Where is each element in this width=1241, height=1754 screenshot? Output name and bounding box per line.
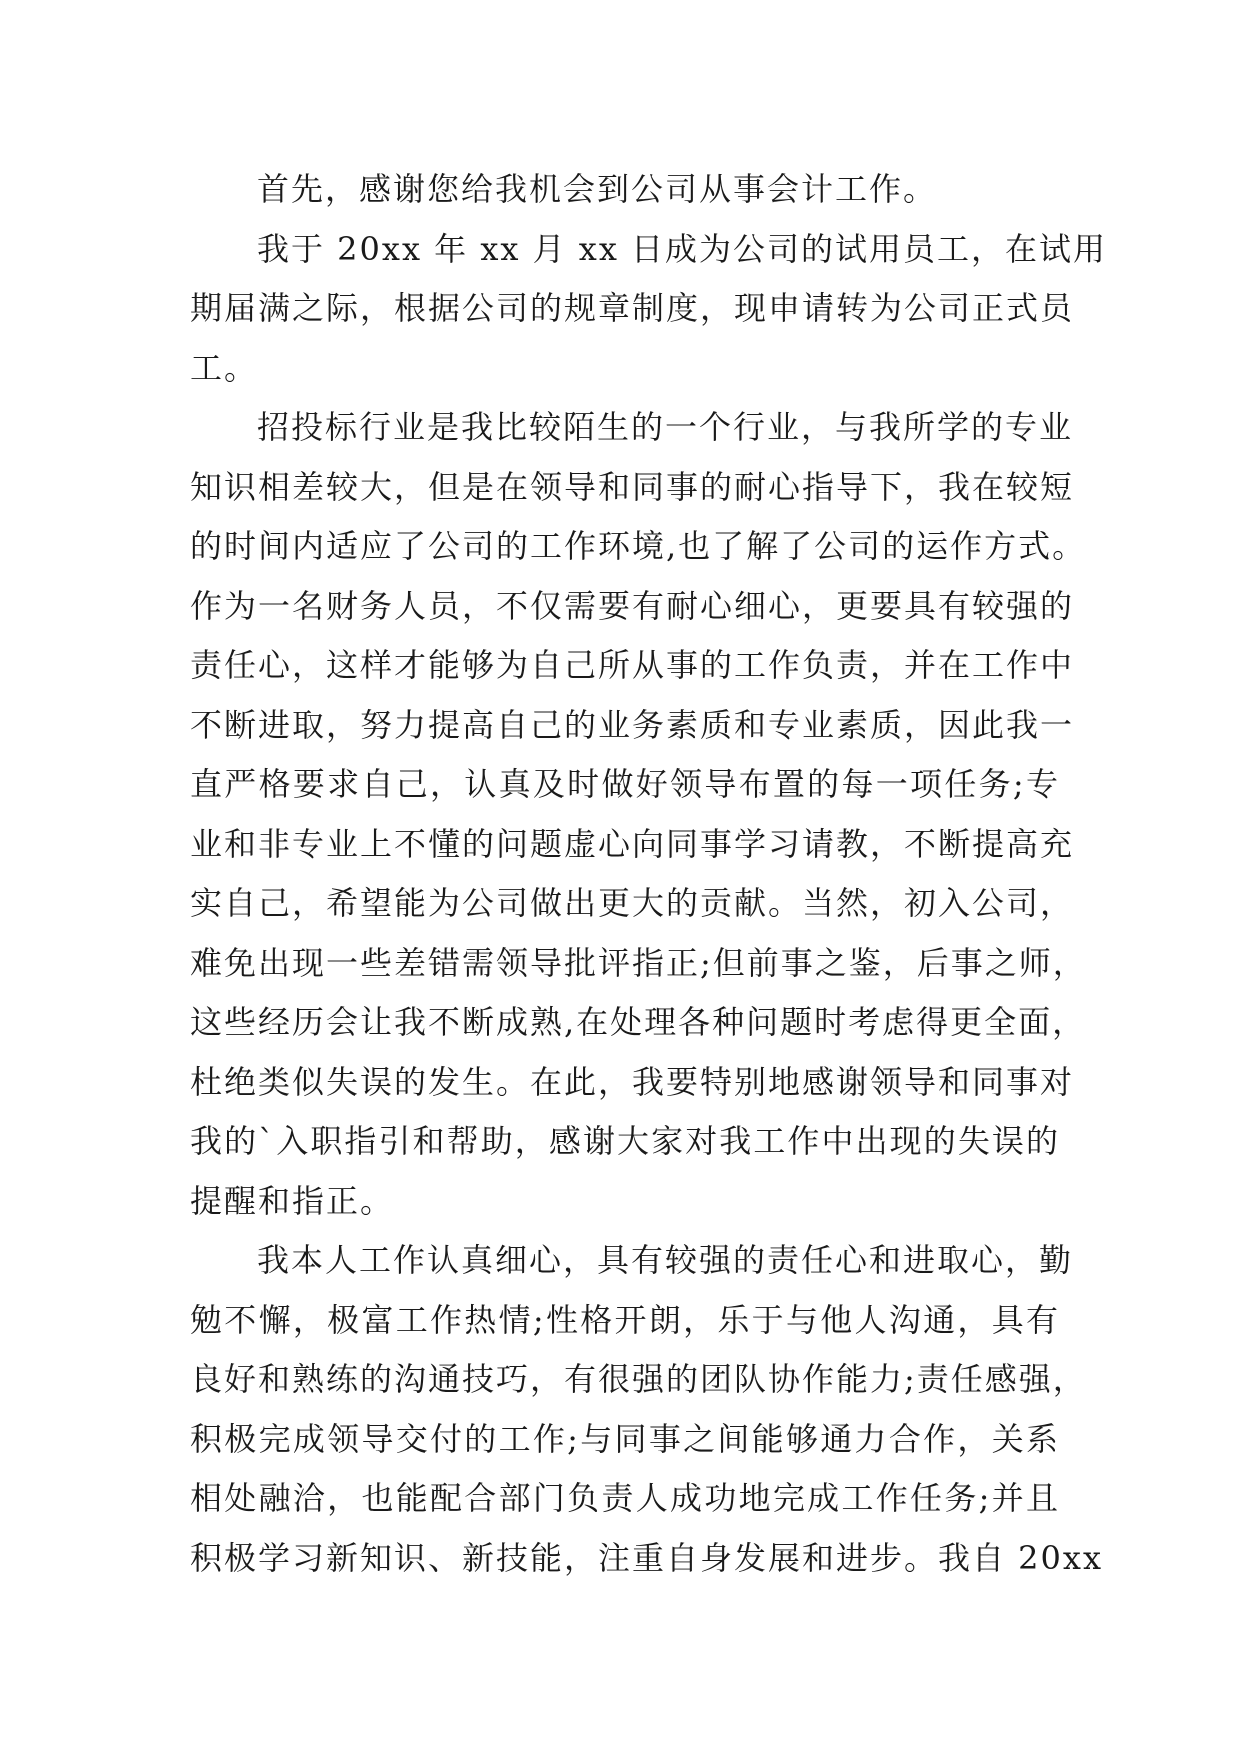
text-line: 首先，感谢您给我机会到公司从事会计工作。	[257, 170, 938, 208]
text-line: 责任心，这样才能够为自己所从事的工作负责，并在工作中	[190, 646, 1075, 684]
text-line: 期届满之际，根据公司的规章制度，现申请转为公司正式员	[190, 289, 1075, 327]
text-line: 我的`入职指引和帮助，感谢大家对我工作中出现的失误的	[190, 1122, 1060, 1160]
text-line: 的时间内适应了公司的工作环境,也了解了公司的运作方式。	[190, 527, 1087, 565]
text-line: 业和非专业上不懂的问题虚心向同事学习请教，不断提高充	[190, 824, 1075, 863]
text-line: 这些经历会让我不断成熟,在处理各种问题时考虑得更全面，	[190, 1003, 1087, 1041]
text-line: 我于 20xx 年 xx 月 xx 日成为公司的试用员工，在试用	[257, 229, 1108, 268]
text-line: 积极完成领导交付的工作;与同事之间能够通力合作，关系	[190, 1419, 1060, 1458]
text-line: 工。	[190, 348, 259, 387]
text-line: 我本人工作认真细心，具有较强的责任心和进取心，勤	[257, 1241, 1074, 1279]
text-line: 杜绝类似失误的发生。在此，我要特别地感谢领导和同事对	[190, 1062, 1075, 1101]
body-text	[190, 160, 1108, 1588]
text-line: 提醒和指正。	[190, 1181, 395, 1220]
text-line: 作为一名财务人员，不仅需要有耐心细心，更要具有较强的	[190, 586, 1075, 625]
text-line: 不断进取，努力提高自己的业务素质和专业素质，因此我一	[190, 705, 1075, 744]
text-line: 相处融洽，也能配合部门负责人成功地完成工作任务;并且	[190, 1479, 1060, 1517]
text-line: 勉不懈，极富工作热情;性格开朗，乐于与他人沟通，具有	[190, 1300, 1060, 1339]
text-line: 知识相差较大，但是在领导和同事的耐心指导下，我在较短	[190, 467, 1075, 506]
text-line: 实自己，希望能为公司做出更大的贡献。当然，初入公司，	[190, 884, 1075, 922]
text-line: 难免出现一些差错需领导批评指正;但前事之鉴，后事之师，	[190, 943, 1087, 982]
text-line: 积极学习新知识、新技能，注重自身发展和进步。我自 20xx	[190, 1538, 1103, 1577]
text-line: 良好和熟练的沟通技巧，有很强的团队协作能力;责任感强，	[190, 1360, 1087, 1398]
text-line: 直严格要求自己，认真及时做好领导布置的每一项任务;专	[190, 765, 1060, 803]
text-line: 招投标行业是我比较陌生的一个行业，与我所学的专业	[257, 408, 1074, 446]
